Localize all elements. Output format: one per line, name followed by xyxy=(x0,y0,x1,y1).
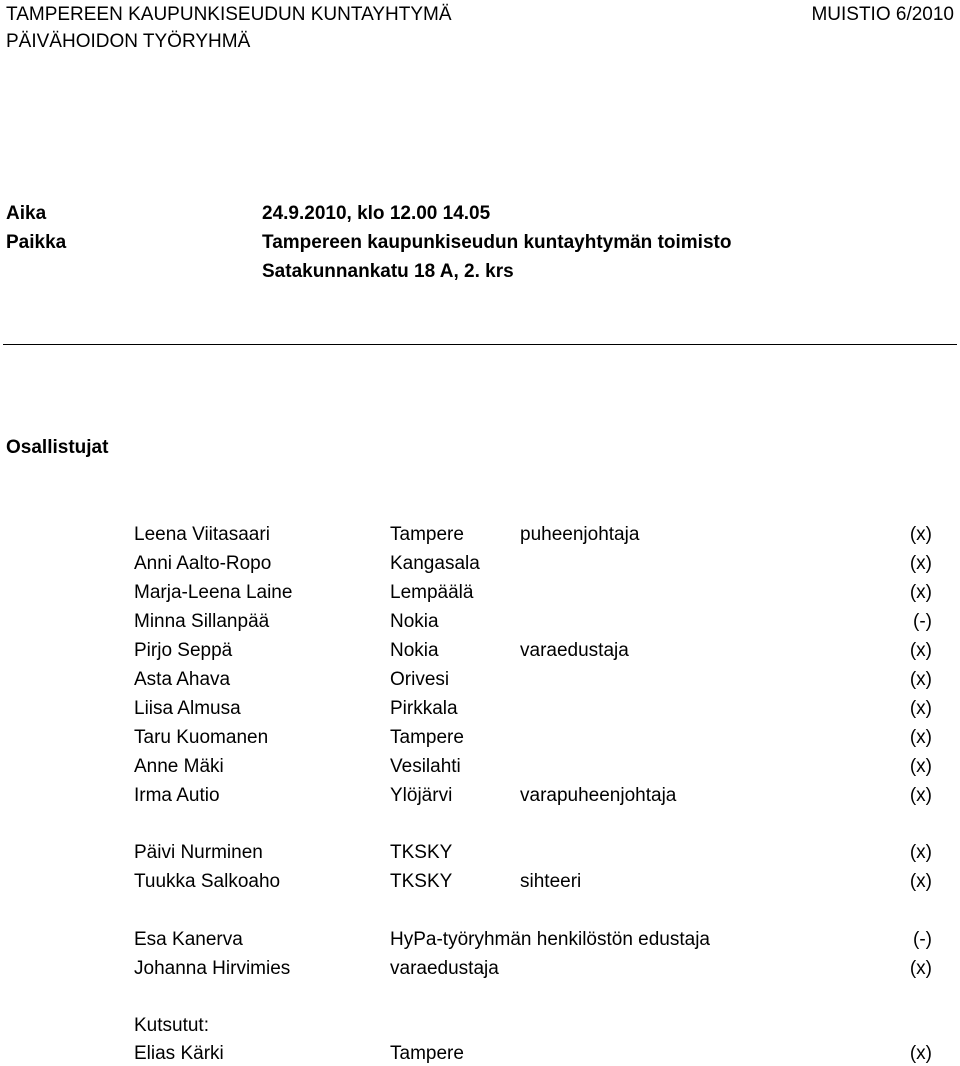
attendance-mark: (x) xyxy=(909,1043,932,1064)
participant-place: TKSKY xyxy=(390,842,453,863)
participant-place: HyPa-työryhmän henkilöstön edustaja xyxy=(390,929,711,950)
participant-place: Tampere xyxy=(390,1043,464,1064)
attendance-mark: (x) xyxy=(909,958,932,979)
participant-place: varaedustaja xyxy=(390,958,499,979)
participant-name: Taru Kuomanen xyxy=(134,727,269,748)
attendance-mark: (x) xyxy=(909,524,932,545)
participant-name: Esa Kanerva xyxy=(134,929,243,950)
address-value: Satakunnankatu 18 A, 2. krs xyxy=(262,261,514,282)
participant-name: Leena Viitasaari xyxy=(134,524,270,545)
working-group-name: PÄIVÄHOIDON TYÖRYHMÄ xyxy=(6,31,251,52)
participants-heading: Osallistujat xyxy=(6,437,109,458)
participant-place: Vesilahti xyxy=(390,756,461,777)
attendance-mark: (x) xyxy=(909,553,932,574)
attendance-mark: (-) xyxy=(913,611,932,632)
participant-name: Liisa Almusa xyxy=(134,698,241,719)
participant-name: Minna Sillanpää xyxy=(134,611,270,632)
attendance-mark: (x) xyxy=(909,582,932,603)
time-label: Aika xyxy=(6,203,47,224)
participant-role: puheenjohtaja xyxy=(520,524,640,545)
participant-place: Tampere xyxy=(390,524,464,545)
participant-name: Irma Autio xyxy=(134,785,220,806)
participant-place: Pirkkala xyxy=(390,698,458,719)
participant-place: Nokia xyxy=(390,611,439,632)
participant-place: Nokia xyxy=(390,640,439,661)
participant-name: Pirjo Seppä xyxy=(134,640,233,661)
participant-name: Marja-Leena Laine xyxy=(134,582,293,603)
participant-name: Tuukka Salkoaho xyxy=(134,871,281,892)
time-value: 24.9.2010, klo 12.00 14.05 xyxy=(262,203,491,224)
invited-heading: Kutsutut: xyxy=(134,1015,209,1036)
attendance-mark: (x) xyxy=(909,640,932,661)
attendance-mark: (x) xyxy=(909,871,932,892)
attendance-mark: (-) xyxy=(913,929,932,950)
participant-name: Anni Aalto-Ropo xyxy=(134,553,272,574)
participant-place: Tampere xyxy=(390,727,464,748)
participant-place: Orivesi xyxy=(390,669,450,690)
divider-line xyxy=(3,344,957,345)
participant-name: Elias Kärki xyxy=(134,1043,224,1064)
participant-name: Anne Mäki xyxy=(134,756,224,777)
attendance-mark: (x) xyxy=(909,669,932,690)
participant-place: Kangasala xyxy=(390,553,480,574)
attendance-mark: (x) xyxy=(909,785,932,806)
attendance-mark: (x) xyxy=(909,842,932,863)
participant-role: varaedustaja xyxy=(520,640,629,661)
attendance-mark: (x) xyxy=(909,756,932,777)
attendance-mark: (x) xyxy=(909,698,932,719)
participant-role: varapuheenjohtaja xyxy=(520,785,677,806)
participant-place: Ylöjärvi xyxy=(390,785,453,806)
participant-place: Lempäälä xyxy=(390,582,474,603)
place-label: Paikka xyxy=(6,232,67,253)
participant-name: Johanna Hirvimies xyxy=(134,958,291,979)
place-value: Tampereen kaupunkiseudun kuntayhtymän toimisto xyxy=(262,232,732,253)
participant-name: Päivi Nurminen xyxy=(134,842,263,863)
organization-name: TAMPEREEN KAUPUNKISEUDUN KUNTAYHTYMÄ xyxy=(6,4,452,25)
participant-place: TKSKY xyxy=(390,871,453,892)
attendance-mark: (x) xyxy=(909,727,932,748)
participant-name: Asta Ahava xyxy=(134,669,231,690)
participant-role: sihteeri xyxy=(520,871,582,892)
document-id: MUISTIO 6/2010 xyxy=(811,4,954,25)
